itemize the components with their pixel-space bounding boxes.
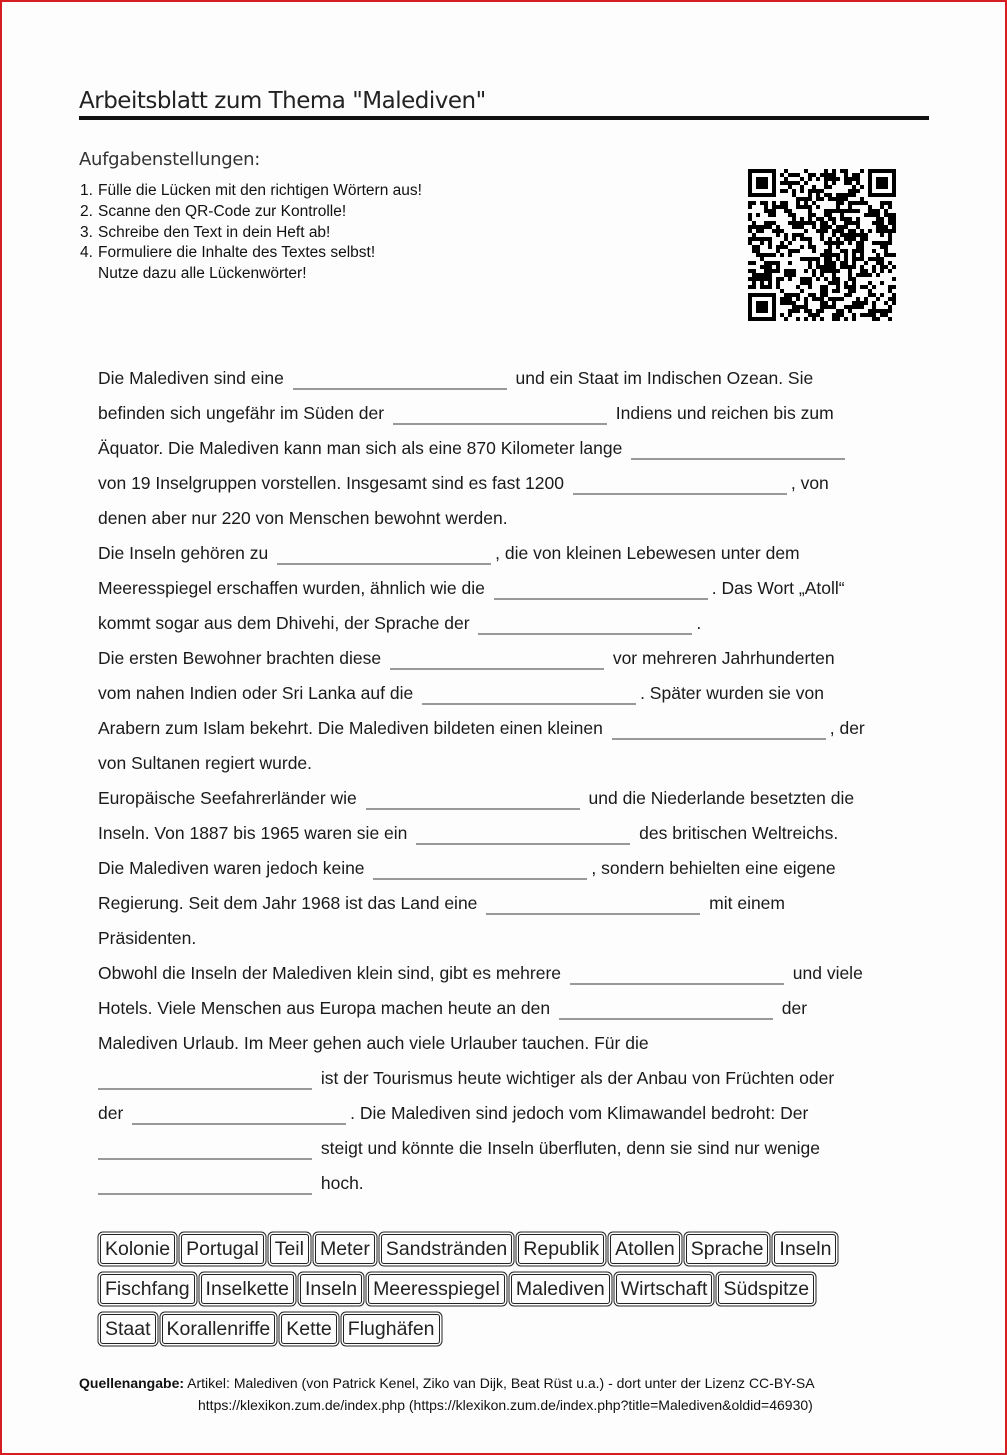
text-line xyxy=(98,571,928,606)
blank-field[interactable] xyxy=(612,716,826,740)
text-segment: Malediven Urlaub. Im Meer gehen auch viele Urlauber tauchen. Für die xyxy=(98,1033,649,1053)
blank-field[interactable] xyxy=(373,856,587,880)
text-segment: Indiens und reichen bis zum xyxy=(610,403,834,423)
text-line xyxy=(98,606,928,641)
page-title: Arbeitsblatt zum Thema "Malediven" xyxy=(79,88,929,120)
text-line xyxy=(98,431,928,466)
text-segment: von Sultanen regiert wurde. xyxy=(98,753,313,773)
task-item xyxy=(80,243,422,264)
text-line xyxy=(98,501,928,536)
blank-field[interactable] xyxy=(478,611,692,635)
word-chip[interactable]: Inseln xyxy=(300,1274,362,1304)
text-segment: . xyxy=(696,613,702,633)
text-line xyxy=(98,991,928,1026)
blank-field[interactable] xyxy=(98,1066,312,1090)
text-line xyxy=(98,1061,928,1096)
text-segment: denen aber nur 220 von Menschen bewohnt werden. xyxy=(98,508,508,528)
word-chip[interactable]: Inselkette xyxy=(201,1274,294,1304)
text-line xyxy=(98,711,928,746)
text-line xyxy=(98,921,928,956)
task-text: Schreibe den Text in dein Heft ab! xyxy=(98,223,331,241)
blank-field[interactable] xyxy=(366,786,580,810)
text-segment: Meeresspiegel erschaffen wurden, ähnlich wie die xyxy=(98,578,490,598)
text-segment: Regierung. Seit dem Jahr 1968 ist das Land eine xyxy=(98,893,483,913)
blank-field[interactable] xyxy=(393,401,607,425)
task-text: Formuliere die Inhalte des Textes selbst! xyxy=(98,244,376,262)
text-line xyxy=(98,851,928,886)
word-chip[interactable]: Wirtschaft xyxy=(616,1274,713,1304)
text-segment: hoch. xyxy=(316,1173,364,1193)
blank-field[interactable] xyxy=(494,576,708,600)
word-chip[interactable]: Kolonie xyxy=(100,1234,175,1264)
text-segment: Hotels. Viele Menschen aus Europa machen heute an den xyxy=(98,998,555,1018)
blank-field[interactable] xyxy=(98,1136,312,1160)
text-segment: Die Inseln gehören zu xyxy=(98,543,274,563)
text-line xyxy=(98,1166,928,1201)
task-continuation: Nutze dazu alle Lückenwörter! xyxy=(98,265,307,283)
text-segment: Äquator. Die Malediven kann man sich als eine 870 Kilometer lange xyxy=(98,438,628,458)
blank-field[interactable] xyxy=(277,541,491,565)
text-segment: Die Malediven waren jedoch keine xyxy=(98,858,370,878)
word-chip[interactable]: Portugal xyxy=(181,1234,264,1264)
word-chip[interactable]: Meter xyxy=(315,1234,375,1264)
text-line xyxy=(98,1131,928,1166)
blank-field[interactable] xyxy=(573,471,787,495)
text-segment: steigt und könnte die Inseln überfluten, denn sie sind nur wenige xyxy=(316,1138,820,1158)
blank-field[interactable] xyxy=(631,436,845,460)
word-bank xyxy=(100,1234,920,1354)
word-bank-row xyxy=(100,1314,920,1354)
text-line xyxy=(98,361,928,396)
word-chip[interactable]: Flughäfen xyxy=(343,1314,440,1344)
text-segment: Die Malediven sind eine xyxy=(98,368,289,388)
task-item xyxy=(80,202,422,223)
task-list xyxy=(80,181,422,285)
word-bank-row xyxy=(100,1234,920,1274)
text-segment: ist der Tourismus heute wichtiger als der Anbau von Früchten oder xyxy=(316,1068,835,1088)
text-segment: Arabern zum Islam bekehrt. Die Malediven bildeten einen kleinen xyxy=(98,718,608,738)
text-line xyxy=(98,396,928,431)
text-line xyxy=(98,886,928,921)
text-line xyxy=(98,1026,928,1061)
blank-field[interactable] xyxy=(98,1171,312,1195)
text-segment: und viele xyxy=(787,963,863,983)
text-segment: vom nahen Indien oder Sri Lanka auf die xyxy=(98,683,419,703)
source-citation xyxy=(79,1372,815,1416)
tasks-heading: Aufgabenstellungen: xyxy=(79,149,261,170)
text-segment: kommt sogar aus dem Dhivehi, der Sprache der xyxy=(98,613,475,633)
text-line xyxy=(98,676,928,711)
text-segment: vor mehreren Jahrhunderten xyxy=(607,648,835,668)
text-segment: , der xyxy=(829,718,865,738)
task-text: Fülle die Lücken mit den richtigen Wörtern aus! xyxy=(98,182,422,199)
task-number: 1. xyxy=(80,182,93,199)
text-line xyxy=(98,536,928,571)
source-line-2: https://klexikon.zum.de/index.php (https://klexikon.zum.de/index.php?title=Malediven&oldid=46930) xyxy=(198,1397,813,1413)
blank-field[interactable] xyxy=(390,646,604,670)
word-chip[interactable]: Staat xyxy=(100,1314,156,1344)
text-segment: , von xyxy=(790,473,829,493)
task-item xyxy=(80,223,422,244)
blank-field[interactable] xyxy=(132,1101,346,1125)
blank-field[interactable] xyxy=(293,366,507,390)
cloze-text xyxy=(98,361,928,1201)
text-segment: und die Niederlande besetzten die xyxy=(583,788,855,808)
word-chip[interactable]: Atollen xyxy=(610,1234,680,1264)
task-text: Scanne den QR-Code zur Kontrolle! xyxy=(98,202,347,220)
source-line-1: Artikel: Malediven (von Patrick Kenel, Ziko van Dijk, Beat Rüst u.a.) - dort unter der Lizenz CC-BY-SA xyxy=(184,1375,815,1391)
word-chip[interactable]: Fischfang xyxy=(100,1274,195,1304)
text-line xyxy=(98,816,928,851)
text-segment: . Das Wort „Atoll“ xyxy=(711,578,845,598)
text-segment: , sondern behielten eine eigene xyxy=(591,858,836,878)
text-segment: Obwohl die Inseln der Malediven klein sind, gibt es mehrere xyxy=(98,963,566,983)
task-number: 4. xyxy=(80,244,93,262)
text-segment: Europäische Seefahrerländer wie xyxy=(98,788,362,808)
text-segment: , die von kleinen Lebewesen unter dem xyxy=(495,543,800,563)
text-segment: von 19 Inselgruppen vorstellen. Insgesamt sind es fast 1200 xyxy=(98,473,569,493)
text-segment: der xyxy=(98,1103,129,1123)
text-line xyxy=(98,641,928,676)
blank-field[interactable] xyxy=(486,891,700,915)
word-chip[interactable]: Malediven xyxy=(511,1274,610,1304)
text-segment: und ein Staat im Indischen Ozean. Sie xyxy=(510,368,814,388)
text-segment: mit einem xyxy=(704,893,785,913)
text-segment: Präsidenten. xyxy=(98,928,197,948)
text-segment: . Die Malediven sind jedoch vom Klimawandel bedroht: Der xyxy=(350,1103,809,1123)
text-segment: Die ersten Bewohner brachten diese xyxy=(98,648,386,668)
text-segment: befinden sich ungefähr im Süden der xyxy=(98,403,389,423)
text-segment: der xyxy=(776,998,808,1018)
blank-field[interactable] xyxy=(416,821,630,845)
text-line xyxy=(98,746,928,781)
word-chip[interactable]: Inseln xyxy=(774,1234,836,1264)
word-bank-row xyxy=(100,1274,920,1314)
text-line xyxy=(98,1096,928,1131)
task-number: 3. xyxy=(80,223,93,241)
blank-field[interactable] xyxy=(422,681,636,705)
word-chip[interactable]: Sprache xyxy=(686,1234,769,1264)
task-item xyxy=(80,181,422,202)
task-number: 2. xyxy=(80,202,93,220)
blank-field[interactable] xyxy=(559,996,773,1020)
word-chip[interactable]: Kette xyxy=(281,1314,337,1344)
word-chip[interactable]: Republik xyxy=(518,1234,604,1264)
word-chip[interactable]: Meeresspiegel xyxy=(368,1274,505,1304)
qr-code-icon[interactable] xyxy=(748,169,896,321)
text-segment: des britischen Weltreichs. xyxy=(634,823,839,843)
source-label: Quellenangabe: xyxy=(79,1375,185,1391)
text-segment: . Später wurden sie von xyxy=(640,683,824,703)
text-line xyxy=(98,466,928,501)
word-chip[interactable]: Teil xyxy=(270,1234,309,1264)
word-chip[interactable]: Sandstränden xyxy=(381,1234,512,1264)
word-chip[interactable]: Korallenriffe xyxy=(162,1314,276,1344)
word-chip[interactable]: Südspitze xyxy=(718,1274,814,1304)
blank-field[interactable] xyxy=(570,961,784,985)
text-segment: Inseln. Von 1887 bis 1965 waren sie ein xyxy=(98,823,413,843)
text-line xyxy=(98,781,928,816)
text-line xyxy=(98,956,928,991)
